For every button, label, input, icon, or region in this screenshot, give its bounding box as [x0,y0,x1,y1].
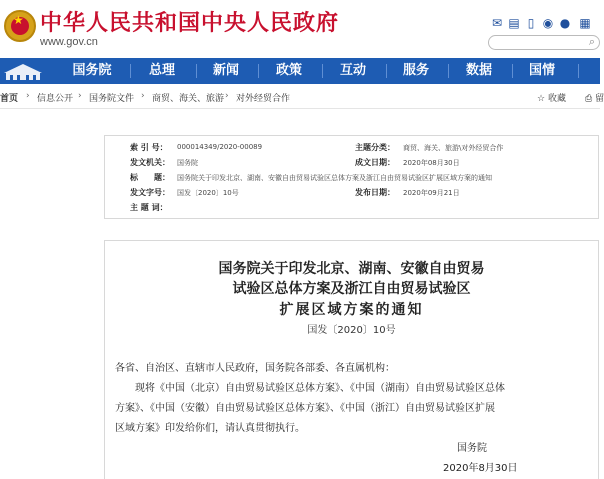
favorite-button[interactable] [537,91,566,104]
salutation: 各省、自治区、直辖市人民政府，国务院各部委、各直属机构： [115,363,395,374]
body-line-3: 区域方案》印发给你们，请认真贯彻执行。 [115,423,305,434]
issuer-label: 发文机关： [130,158,170,167]
print-label: 留 [595,94,604,104]
nav-item-premier[interactable]: 总理 [148,63,175,78]
publish-value: 2020年09月21日 [403,189,460,197]
document-title-line-2: 试验区总体方案及浙江自由贸易试验区 [232,281,471,297]
breadcrumb-state-council-docs[interactable]: 国务院文件 [89,94,135,104]
nav-item-interaction[interactable]: 互动 [339,63,366,78]
date-label: 成文日期： [355,158,395,167]
body-line-2: 方案》、《中国（安徽）自由贸易试验区总体方案》、《中国（浙江）自由贸易试验区扩展 [115,403,495,414]
nav-item-state-council[interactable]: 国务院 [72,63,112,78]
nav-item-services[interactable]: 服务 [402,63,429,78]
chevron-right-icon: › [78,91,82,101]
nav-item-national-conditions[interactable]: 国情 [528,63,555,78]
issuer-value: 国务院 [177,159,198,167]
print-icon: ⎙ [585,94,593,104]
title-label: 标 题： [130,173,170,182]
chevron-right-icon: › [225,91,229,101]
star-icon: ☆ [537,94,546,104]
chevron-right-icon: › [26,91,30,101]
index-value: 000014349/2020-00089 [177,143,263,151]
document-icon[interactable]: ▤ [508,16,520,30]
print-button[interactable] [585,91,604,104]
nav-item-news[interactable]: 新闻 [212,63,239,78]
favorite-label: 收藏 [547,94,566,104]
index-label: 索 引 号： [130,143,168,152]
sign-date: 2020年8月30日 [443,463,518,474]
category-value: 商贸、海关、旅游\对外经贸合作 [403,144,504,152]
publish-label: 发布日期： [355,188,395,197]
category-label: 主题分类： [355,143,395,152]
divider [0,108,600,109]
grid-icon[interactable]: ▦ [579,16,591,30]
docno-label: 发文字号： [130,188,170,197]
title-value: 国务院关于印发北京、湖南、安徽自由贸易试验区总体方案及浙江自由贸易试验区扩展区域方案的通知 [177,174,492,182]
signature: 国务院 [457,443,487,454]
document-title-line-3: 扩展区域方案的通知 [279,302,424,318]
nav-separator [578,64,579,78]
docno-value: 国发〔2020〕10号 [177,189,239,197]
mobile-icon[interactable]: ▯ [527,16,535,30]
document-number: 国发〔2020〕10号 [307,325,396,336]
body-line-1: 现将《中国（北京）自由贸易试验区总体方案》、《中国（湖南）自由贸易试验区总体 [135,383,505,394]
subject-label: 主 题 词： [130,203,168,212]
nav-item-data[interactable]: 数据 [465,63,492,78]
breadcrumb-home[interactable]: 首页 [0,94,19,104]
breadcrumb [0,88,600,106]
date-value: 2020年08月30日 [403,159,460,167]
weibo-icon[interactable]: ◉ [542,16,554,30]
wechat-icon[interactable]: ● [559,16,571,30]
breadcrumb-foreign-trade[interactable]: 对外经贸合作 [236,94,291,104]
main-nav [0,58,600,84]
chevron-right-icon: › [141,91,145,101]
site-url[interactable]: www.gov.cn [40,36,98,48]
site-header [0,0,600,57]
search-input[interactable] [488,35,600,50]
nav-item-policy[interactable]: 政策 [275,63,302,78]
mail-icon[interactable]: ✉ [491,16,503,30]
document-metadata [104,135,599,219]
national-emblem-icon[interactable]: ★ [4,10,36,42]
site-title[interactable]: 中华人民共和国中央人民政府 [40,10,340,36]
home-building-icon[interactable] [0,58,46,84]
search-icon[interactable]: ⌕ [588,35,595,48]
document-title-line-1: 国务院关于印发北京、湖南、安徽自由贸易 [218,261,485,277]
breadcrumb-info-disclosure[interactable]: 信息公开 [37,94,74,104]
document-body [104,240,599,479]
breadcrumb-trade-customs-tourism[interactable]: 商贸、海关、旅游 [152,94,225,104]
